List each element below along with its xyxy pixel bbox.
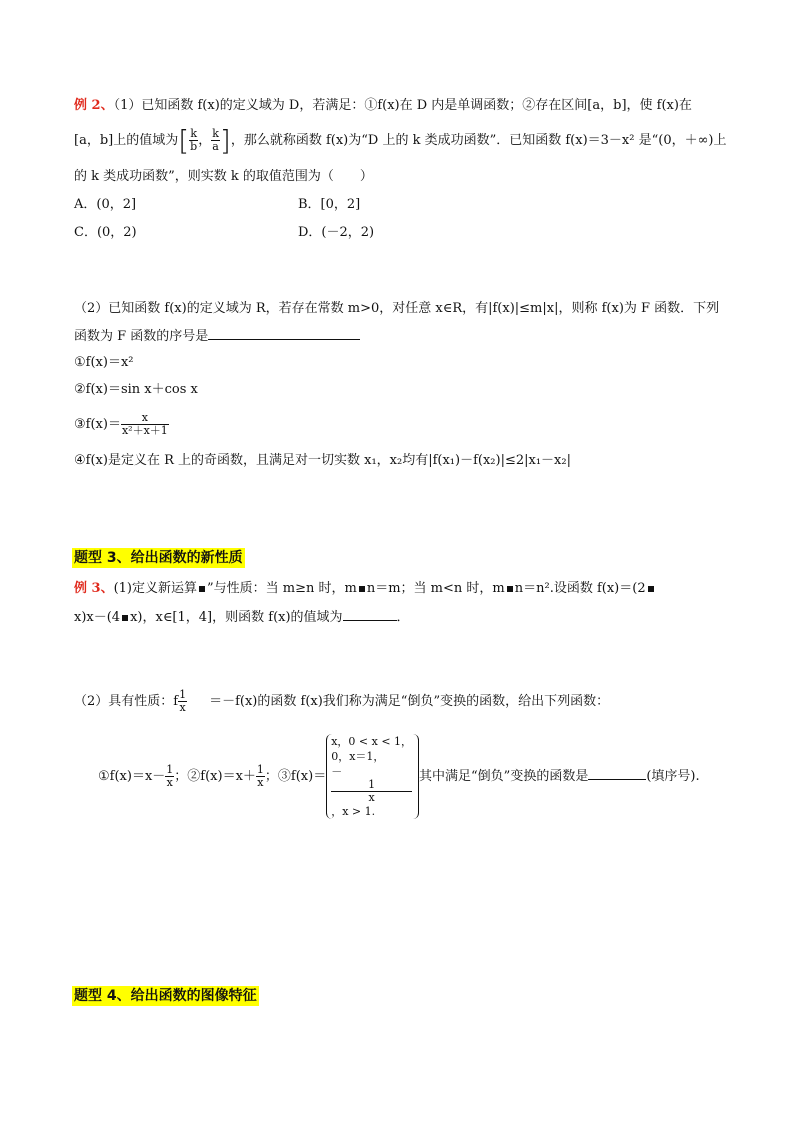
operator-symbol	[199, 586, 205, 592]
right-bracket: ]	[219, 123, 231, 157]
option-d: D．(－2，2)	[298, 225, 375, 240]
f1-fraction: $\frac{1}{x}$	[166, 763, 174, 789]
ex3-p2-functions: ①f(x)＝x－ $\frac{1}{x}$ ；②f(x)＝x＋ $\frac{1}{x}$ ；③f(x)＝ x，0 < x < 1， 0，x＝1， － 1 x ，x > 1. 其中满足“倒负”变换的函数是 (填序号).	[98, 735, 700, 818]
ex2-p2-line1	[74, 300, 719, 318]
item3-fraction: $\frac{x}{\text{x²＋x＋1}}$	[121, 411, 168, 437]
section-title-3: 题型 3、给出函数的新性质	[74, 550, 243, 566]
ex2-item-1: ①f(x)＝x²	[74, 355, 134, 370]
answer-blank-ex3-1[interactable]	[343, 608, 397, 621]
ex2-p1-text1: （1）已知函数 f(x)的定义域为 D，若满足：①f(x)在 D 内是单调函数；②存在区间[a，b]，使 f(x)在	[113, 98, 692, 113]
ex2-p1-line1	[74, 97, 692, 115]
ex2-p1-text2b: ，那么就称函数 f(x)为“D 上的 k 类成功函数”．已知函数 f(x)＝3－x² 是“(0，＋∞)上	[230, 133, 727, 148]
operator-symbol	[122, 615, 128, 621]
piecewise-function: x，0 < x < 1， 0，x＝1， － 1 x ，x > 1.	[326, 734, 419, 819]
left-bracket: [	[178, 123, 190, 157]
ex2-p2-text1: （2）已知函数 f(x)的定义域为 R，若存在常数 m>0，对任意 x∈R，有|f(x)|≤m|x|，则称 f(x)为 F 函数．下列	[74, 301, 720, 316]
case3-fraction: 1 x	[331, 779, 412, 804]
ex3-p1-line1: 例 3、(1)定义新运算 ”与性质：当 m≥n 时，m n＝m；当 m<n 时，m n＝n².设函数 f(x)＝(2	[74, 580, 656, 598]
ex2-item-4: ④f(x)是定义在 R 上的奇函数，且满足对一切实数 x₁，x₂均有|f(x₁)－f(x₂)|≤2|x₁－x₂|	[74, 453, 571, 468]
f2-fraction: $\frac{1}{x}$	[256, 763, 264, 789]
ex2-p1-line3: 的 k 类成功函数”，则实数 k 的取值范围为（ ）	[74, 169, 373, 184]
ex2-p2-line2: 函数为 F 函数的序号是	[74, 327, 360, 346]
option-c: C．(0，2)	[74, 225, 137, 240]
ex2-label: 例 2、	[74, 98, 114, 113]
operator-symbol	[359, 586, 365, 592]
ex2-p1-text2a: [a，b]上的值域为	[74, 133, 179, 148]
option-a: A．(0，2]	[74, 197, 137, 212]
frac-one-over-x: $\frac{1}{x}$	[179, 688, 187, 714]
answer-blank-ex3-2[interactable]	[588, 767, 646, 780]
option-b: B．[0，2]	[298, 197, 361, 212]
ex3-p1-line2: x)x－(4 x)，x∈[1，4]，则函数 f(x)的值域为 ．	[74, 610, 410, 625]
ex2-item-3: ③f(x)＝ $\frac{x}{\text{x²＋x＋1}}$	[74, 411, 168, 437]
frac-k-over-a: $\frac{k}{a}$	[212, 127, 219, 153]
ex3-p2-line1: （2）具有性质：f $\frac{1}{x}$ ＝－f(x)的函数 f(x)我们称为满足“倒负”变换的函数，给出下列函数：	[74, 688, 610, 714]
answer-blank-ex2[interactable]	[208, 327, 360, 340]
frac-k-over-b: $\frac{k}{b}$	[190, 127, 198, 153]
ex2-p1-line2: [a，b]上的值域为[ $\frac{k}{b}$ ， $\frac{k}{a}$ ]，那么就称函数 f(x)为“D 上的 k 类成功函数”．已知函数 f(x)＝3－x² 是“(0，＋∞)上	[74, 123, 727, 157]
section-title-4: 题型 4、给出函数的图像特征	[74, 988, 257, 1004]
operator-symbol	[507, 586, 513, 592]
operator-symbol	[648, 586, 654, 592]
ex3-label: 例 3、	[74, 581, 114, 596]
ex2-item-2: ②f(x)＝sin x＋cos x	[74, 382, 198, 397]
